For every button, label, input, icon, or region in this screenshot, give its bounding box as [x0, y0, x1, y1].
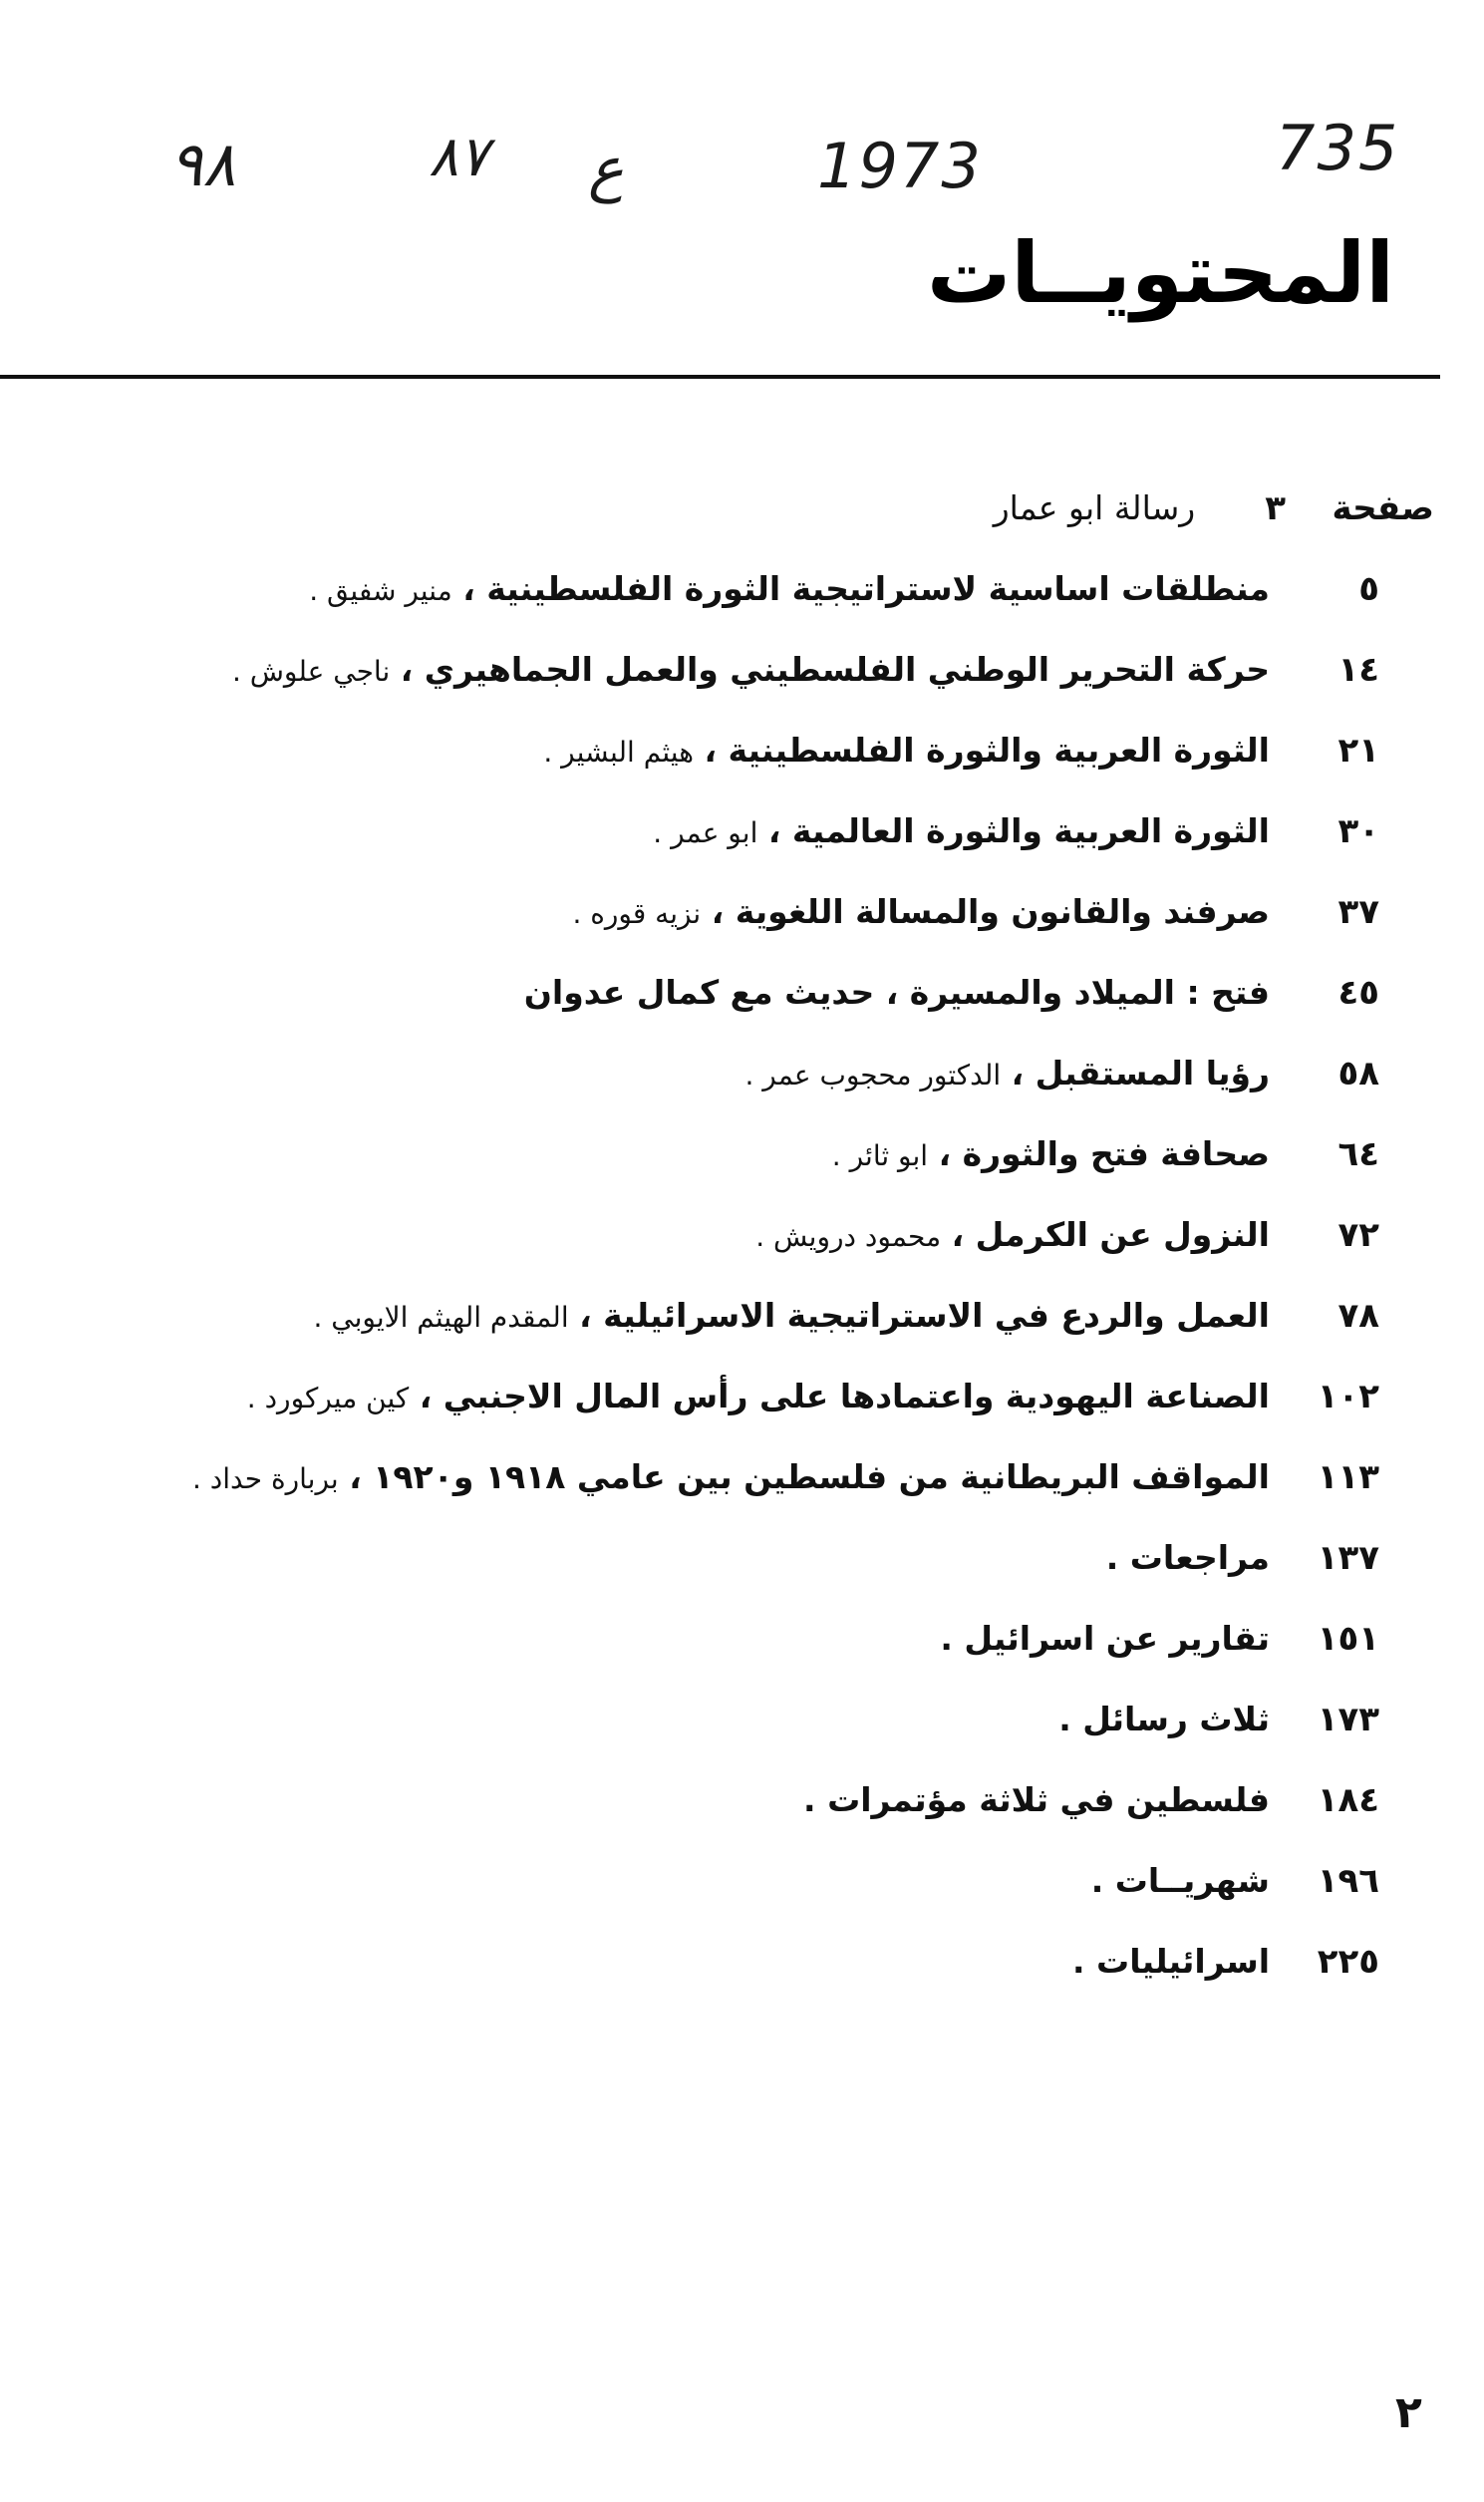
toc-row [139, 1296, 1434, 1377]
toc-entry-title: منطلقات اساسية لاستراتيجية الثورة الفلسطينية ، [462, 569, 1270, 608]
toc-entry-author: منير شفيق . [309, 574, 452, 607]
toc-entry [192, 1457, 1300, 1496]
toc-row [139, 1457, 1434, 1538]
toc-entry-title: المواقف البريطانية من فلسطين بين عامي ١٩١٨ و١٩٢٠ ، [349, 1457, 1270, 1496]
toc-entry-title: مراجعات . [1105, 1538, 1270, 1577]
toc-entry [755, 1215, 1300, 1254]
toc-entry [994, 488, 1266, 527]
toc-entry-author: الدكتور محجوب عمر . [744, 1059, 1002, 1092]
handwritten-note-98: ٩٨ [169, 128, 236, 200]
toc-entry [572, 892, 1300, 931]
toc-page-number: ١٠٢ [1317, 1377, 1379, 1416]
toc-row [139, 488, 1434, 569]
toc-page-number: ٥ [1358, 569, 1379, 609]
toc-row [139, 1619, 1434, 1700]
toc-page-number: ١٥١ [1317, 1619, 1379, 1659]
toc-page-number: ٥٨ [1337, 1054, 1379, 1094]
toc-page-number: ٤٥ [1337, 973, 1379, 1013]
toc-row [139, 811, 1434, 892]
toc-row [139, 1700, 1434, 1780]
toc-entry-title: الثورة العربية والثورة الفلسطينية ، [704, 731, 1270, 770]
toc-entry [524, 973, 1300, 1012]
toc-entry-author: ابو ثائر . [831, 1139, 929, 1172]
toc-page-number: ١١٣ [1317, 1457, 1379, 1497]
footer-page-number: ٢ [1395, 2387, 1422, 2438]
toc-entry-title: اسرائيليات . [1072, 1942, 1270, 1981]
toc-entry [940, 1619, 1300, 1658]
toc-page-number: ١٤ [1337, 650, 1379, 690]
title-divider [0, 375, 1440, 379]
toc-entry-title: فتح : الميلاد والمسيرة ، حديث مع كمال عدوان [523, 973, 1270, 1012]
toc-row [139, 1861, 1434, 1942]
toc-page-number: ٣٠ [1337, 811, 1379, 851]
toc-entry [1091, 1861, 1300, 1900]
toc-entry [1058, 1700, 1300, 1738]
toc-page-number: ٧٨ [1337, 1296, 1379, 1336]
toc-row [139, 650, 1434, 731]
handwritten-note-87: ٨٧ [429, 125, 489, 189]
toc-entry-author: محمود درويش . [755, 1220, 942, 1253]
toc-row [139, 1538, 1434, 1619]
toc-entry-author: هيثم البشير . [543, 736, 694, 769]
toc-entry [832, 1134, 1300, 1173]
toc-entry [1072, 1942, 1300, 1981]
toc-row [139, 1134, 1434, 1215]
toc-entry-title: العمل والردع في الاستراتيجية الاسرائيلية ، [579, 1296, 1270, 1335]
toc-page-number: ١٣٧ [1317, 1538, 1379, 1578]
toc-entry-title: النزول عن الكرمل ، [951, 1215, 1270, 1254]
handwritten-year: 1973 [817, 130, 983, 202]
toc-entry [247, 1377, 1300, 1415]
handwritten-note-735: 735 [1276, 112, 1400, 184]
toc-entry-title: فلسطين في ثلاثة مؤتمرات . [803, 1780, 1270, 1819]
page-title: المحتويــات [926, 224, 1394, 322]
toc-entry-author: بربارة حداد . [191, 1462, 339, 1495]
toc-row [139, 569, 1434, 650]
toc-row [139, 731, 1434, 811]
toc-entry-author: المقدم الهيثم الايوبي . [313, 1301, 569, 1334]
toc-page-number: ٢٢٥ [1317, 1942, 1379, 1982]
toc-entry-title: رؤيا المستقبل ، [1011, 1054, 1270, 1093]
toc-entry [232, 650, 1300, 689]
toc-entry [543, 731, 1300, 770]
toc-row [139, 1054, 1434, 1134]
toc-row [139, 973, 1434, 1054]
toc-entry [803, 1780, 1300, 1819]
toc-page-number: ٦٤ [1337, 1134, 1379, 1174]
toc-page-number: ٣٧ [1337, 892, 1379, 932]
toc-entry-title: الثورة العربية والثورة العالمية ، [767, 811, 1270, 850]
toc-page-number: ٣ [1265, 488, 1286, 528]
toc-entry-title: رسالة ابو عمار [993, 488, 1196, 527]
toc-entry-title: الصناعة اليهودية واعتمادها على رأس المال الاجنبي ، [419, 1377, 1270, 1415]
toc-page-number: ١٧٣ [1317, 1700, 1379, 1739]
toc-entry-title: شهريــات . [1090, 1861, 1270, 1900]
toc-entry-author: ابو عمر . [653, 816, 758, 849]
handwritten-note-ain: ع [588, 135, 624, 204]
toc-entry-title: تقارير عن اسرائيل . [940, 1619, 1270, 1658]
toc-row [139, 1780, 1434, 1861]
toc-row [139, 1215, 1434, 1296]
toc-entry-title: حركة التحرير الوطني الفلسطيني والعمل الجماهيري ، [400, 650, 1270, 689]
toc-entry [653, 811, 1300, 850]
toc-entry-author: نزيه قوره . [572, 897, 702, 930]
toc-entry-title: صرفند والقانون والمسالة اللغوية ، [711, 892, 1270, 931]
toc-entry-author: كين ميركورد . [246, 1382, 410, 1414]
toc-page-number: ٢١ [1337, 731, 1379, 771]
toc-row [139, 892, 1434, 973]
toc-entry [1106, 1538, 1300, 1577]
toc-page-number: ١٩٦ [1317, 1861, 1379, 1901]
page-label: صفحة [1332, 488, 1434, 528]
toc-entry-title: صحافة فتح والثورة ، [938, 1134, 1270, 1173]
toc-entry [309, 569, 1300, 608]
toc-page-number: ١٨٤ [1317, 1780, 1379, 1820]
toc-entry-author: ناجي علوش . [231, 655, 391, 688]
toc-row [139, 1942, 1434, 2023]
toc-row [139, 1377, 1434, 1457]
toc-page-number: ٧٢ [1337, 1215, 1379, 1255]
toc-entry [313, 1296, 1300, 1335]
toc-entry [744, 1054, 1300, 1093]
table-of-contents [139, 488, 1434, 2023]
toc-entry-title: ثلاث رسائل . [1058, 1700, 1270, 1738]
